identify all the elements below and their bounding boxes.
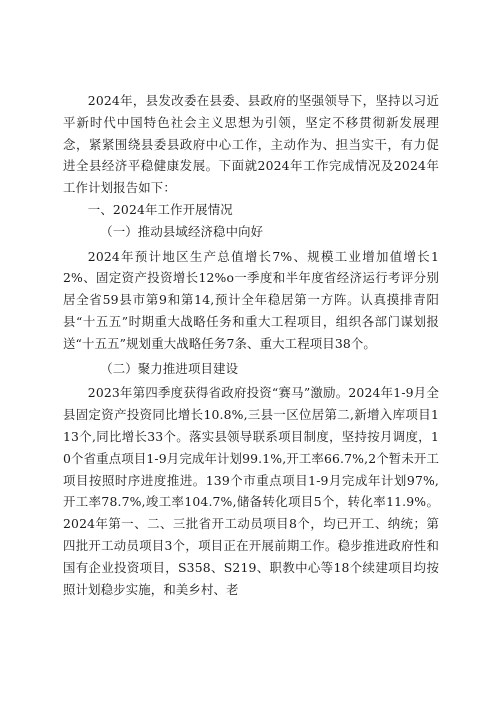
economy-paragraph: 2024年预计地区生产总值增长7%、规模工业增加值增长12%、固定资产投资增长12%o一季度和半年度省经济运行考评分别居全省59县市第9和第14,预计全年稳居第一方阵。认真摸排青阳县“十五五”时期重大战略任务和重大工程项目，组织各部门谋划报送“十五五”规划重大战略任务7条、重大工程项目38个。: [63, 248, 439, 351]
projects-paragraph: 2023年第四季度获得省政府投资“赛马”激励。2024年1-9月全县固定资产投资同比增长10.8%,三县一区位居第二,新增入库项目113个,同比增长33个。落实县领导联系项目制度，坚持按月调度，10个省重点项目1-9月完成年计划99.1%,开工率66.7%,2个暂未开工项目按照时序进度推进。139个市重点项目1-9月完成年计划97%,开工率78.7%,竣工率104.7%,储备转化项目5个，转化率11.9%。2024年第一、二、三批省开工动员项目8个，均已开工、纳统；第四批开工动员项目3个，项目正在开展前期工作。稳步推进政府性和国有企业投资项目，S358、S219、职教中心等18个续建项目均按照计划稳步实施，和美乡村、老: [63, 385, 439, 597]
section-heading-work-progress: 一、2024年工作开展情况: [87, 201, 233, 217]
document-body: [63, 90, 439, 600]
intro-paragraph: 2024年，县发改委在县委、县政府的坚强领导下，坚持以习近平新时代中国特色社会主义思想为引领，坚定不移贯彻新发展理念，紧紧围绕县委县政府中心工作，主动作为、担当实干，有力促进全县经济平稳健康发展。下面就2024年工作完成情况及2024年工作计划报告如下：: [63, 93, 439, 196]
subsection-heading-economy: （一）推动县域经济稳中向好: [100, 223, 264, 239]
subsection-heading-projects: （二）聚力推进项目建设: [100, 360, 239, 376]
